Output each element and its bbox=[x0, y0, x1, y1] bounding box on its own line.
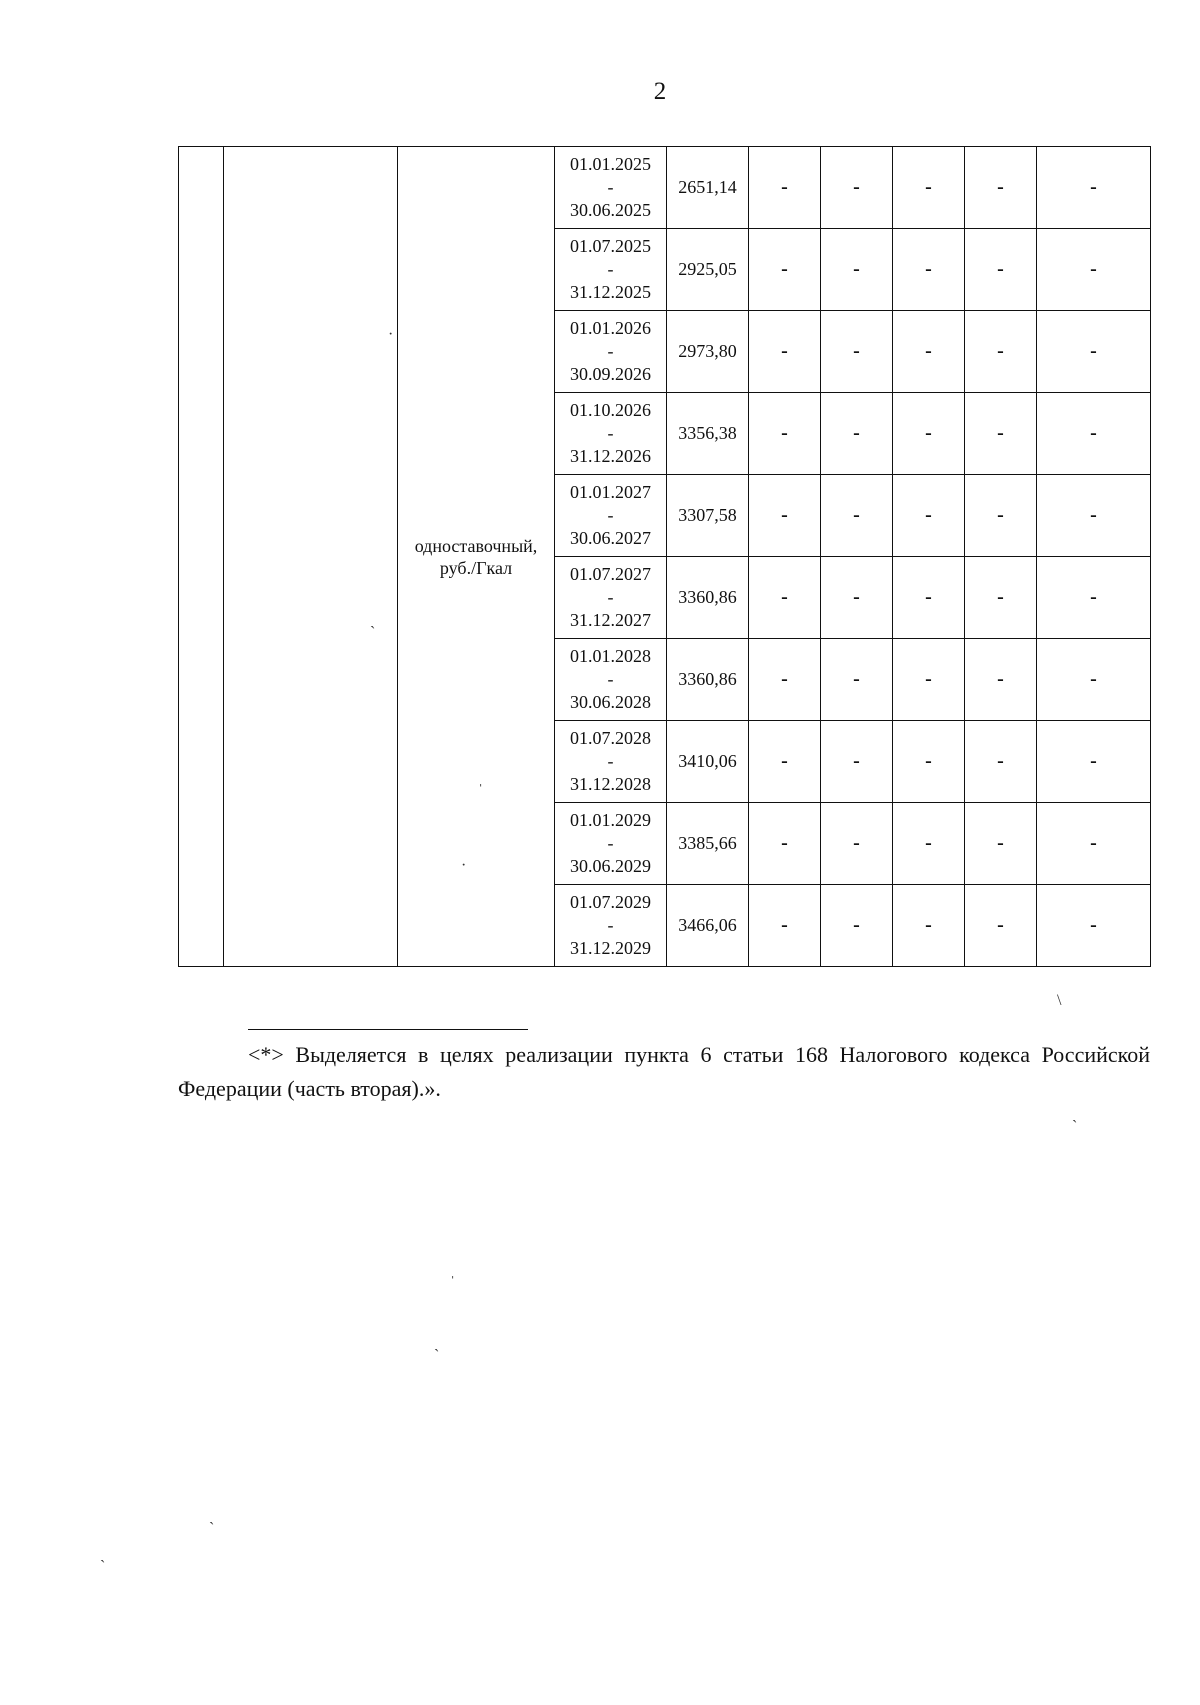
empty-value-cell: - bbox=[821, 229, 893, 311]
empty-value-cell: - bbox=[821, 147, 893, 229]
scan-speck: ˏ bbox=[100, 1546, 106, 1563]
period-sep: - bbox=[607, 259, 614, 279]
empty-value-cell: - bbox=[965, 557, 1037, 639]
period-sep: - bbox=[607, 751, 614, 771]
period-cell bbox=[555, 557, 667, 639]
period-from: 01.07.2028 bbox=[570, 728, 651, 748]
page-number: 2 bbox=[653, 78, 667, 105]
period-sep: - bbox=[607, 505, 614, 525]
scan-speck: \ bbox=[1057, 992, 1062, 1009]
period-to: 31.12.2029 bbox=[570, 938, 651, 958]
period-sep: - bbox=[607, 177, 614, 197]
period-cell bbox=[555, 393, 667, 475]
period-to: 31.12.2027 bbox=[570, 610, 651, 630]
period-from: 01.01.2028 bbox=[570, 646, 651, 666]
scan-speck: ˏ bbox=[1072, 1106, 1078, 1123]
tariff-value-cell: 3410,06 bbox=[667, 721, 749, 803]
period-to: 31.12.2026 bbox=[570, 446, 651, 466]
empty-value-cell: - bbox=[821, 639, 893, 721]
empty-value-cell: - bbox=[821, 393, 893, 475]
period-cell bbox=[555, 229, 667, 311]
empty-value-cell: - bbox=[965, 475, 1037, 557]
empty-value-cell: - bbox=[1037, 311, 1151, 393]
period-cell bbox=[555, 311, 667, 393]
footnote-text: <*> Выделяется в целях реализации пункта 6 статьи 168 Налогового кодекса Российской Федерации (часть вторая).». bbox=[178, 1042, 1150, 1101]
tariff-value-cell: 3385,66 bbox=[667, 803, 749, 885]
period-sep: - bbox=[607, 915, 614, 935]
tariff-table-body bbox=[179, 147, 1151, 967]
scan-speck: ˎ bbox=[434, 1335, 440, 1352]
rate-type-cell: одноставочный, руб./Гкал bbox=[398, 147, 555, 967]
period-to: 30.06.2025 bbox=[570, 200, 651, 220]
empty-value-cell: - bbox=[893, 803, 965, 885]
empty-value-cell: - bbox=[749, 557, 821, 639]
empty-value-cell: - bbox=[893, 557, 965, 639]
empty-value-cell: - bbox=[1037, 721, 1151, 803]
period-to: 31.12.2025 bbox=[570, 282, 651, 302]
period-sep: - bbox=[607, 587, 614, 607]
empty-value-cell: - bbox=[893, 475, 965, 557]
tariff-value-cell: 3466,06 bbox=[667, 885, 749, 967]
tariff-value-cell: 3307,58 bbox=[667, 475, 749, 557]
empty-value-cell: - bbox=[1037, 557, 1151, 639]
tariff-value-cell: 2925,05 bbox=[667, 229, 749, 311]
empty-value-cell: - bbox=[965, 393, 1037, 475]
period-to: 30.09.2026 bbox=[570, 364, 651, 384]
period-cell bbox=[555, 475, 667, 557]
footnote-divider bbox=[248, 1029, 528, 1030]
empty-value-cell: - bbox=[749, 885, 821, 967]
empty-value-cell: - bbox=[893, 229, 965, 311]
scan-speck: · bbox=[461, 857, 467, 874]
empty-value-cell: - bbox=[965, 229, 1037, 311]
empty-value-cell: - bbox=[965, 311, 1037, 393]
number-column-cell bbox=[179, 147, 224, 967]
scan-speck: · bbox=[388, 326, 394, 343]
empty-value-cell: - bbox=[749, 229, 821, 311]
empty-value-cell: - bbox=[1037, 475, 1151, 557]
scan-speck: ˋ bbox=[209, 1520, 215, 1537]
period-to: 30.06.2027 bbox=[570, 528, 651, 548]
empty-value-cell: - bbox=[893, 311, 965, 393]
period-cell bbox=[555, 147, 667, 229]
period-cell bbox=[555, 885, 667, 967]
empty-value-cell: - bbox=[965, 721, 1037, 803]
empty-value-cell: - bbox=[749, 475, 821, 557]
empty-value-cell: - bbox=[821, 475, 893, 557]
empty-value-cell: - bbox=[1037, 885, 1151, 967]
empty-value-cell: - bbox=[893, 393, 965, 475]
empty-value-cell: - bbox=[749, 311, 821, 393]
scan-speck: ˌ bbox=[450, 1262, 456, 1279]
period-sep: - bbox=[607, 833, 614, 853]
empty-value-cell: - bbox=[1037, 393, 1151, 475]
empty-value-cell: - bbox=[1037, 639, 1151, 721]
period-from: 01.10.2026 bbox=[570, 400, 651, 420]
period-sep: - bbox=[607, 423, 614, 443]
empty-value-cell: - bbox=[749, 147, 821, 229]
empty-value-cell: - bbox=[821, 557, 893, 639]
empty-value-cell: - bbox=[821, 885, 893, 967]
period-from: 01.07.2025 bbox=[570, 236, 651, 256]
tariff-value-cell: 2973,80 bbox=[667, 311, 749, 393]
period-cell bbox=[555, 721, 667, 803]
tariff-value-cell: 3360,86 bbox=[667, 639, 749, 721]
period-from: 01.07.2029 bbox=[570, 892, 651, 912]
name-column-cell bbox=[224, 147, 398, 967]
empty-value-cell: - bbox=[1037, 803, 1151, 885]
empty-value-cell: - bbox=[893, 639, 965, 721]
empty-value-cell: - bbox=[821, 721, 893, 803]
empty-value-cell: - bbox=[1037, 229, 1151, 311]
empty-value-cell: - bbox=[749, 393, 821, 475]
empty-value-cell: - bbox=[749, 803, 821, 885]
period-from: 01.01.2027 bbox=[570, 482, 651, 502]
empty-value-cell: - bbox=[893, 721, 965, 803]
empty-value-cell: - bbox=[1037, 147, 1151, 229]
period-to: 30.06.2028 bbox=[570, 692, 651, 712]
scan-speck: ˈ bbox=[478, 782, 484, 799]
tariff-value-cell: 2651,14 bbox=[667, 147, 749, 229]
empty-value-cell: - bbox=[893, 147, 965, 229]
period-cell bbox=[555, 639, 667, 721]
tariff-table bbox=[178, 146, 1151, 967]
table-row bbox=[179, 147, 1151, 229]
empty-value-cell: - bbox=[965, 639, 1037, 721]
empty-value-cell: - bbox=[965, 803, 1037, 885]
empty-value-cell: - bbox=[893, 885, 965, 967]
period-to: 30.06.2029 bbox=[570, 856, 651, 876]
empty-value-cell: - bbox=[965, 147, 1037, 229]
empty-value-cell: - bbox=[749, 721, 821, 803]
tariff-value-cell: 3360,86 bbox=[667, 557, 749, 639]
period-cell bbox=[555, 803, 667, 885]
period-to: 31.12.2028 bbox=[570, 774, 651, 794]
period-sep: - bbox=[607, 669, 614, 689]
tariff-value-cell: 3356,38 bbox=[667, 393, 749, 475]
period-from: 01.01.2025 bbox=[570, 154, 651, 174]
period-from: 01.01.2029 bbox=[570, 810, 651, 830]
period-from: 01.01.2026 bbox=[570, 318, 651, 338]
empty-value-cell: - bbox=[821, 311, 893, 393]
empty-value-cell: - bbox=[821, 803, 893, 885]
empty-value-cell: - bbox=[749, 639, 821, 721]
period-from: 01.07.2027 bbox=[570, 564, 651, 584]
period-sep: - bbox=[607, 341, 614, 361]
scan-speck: ˏ bbox=[370, 612, 376, 629]
empty-value-cell: - bbox=[965, 885, 1037, 967]
